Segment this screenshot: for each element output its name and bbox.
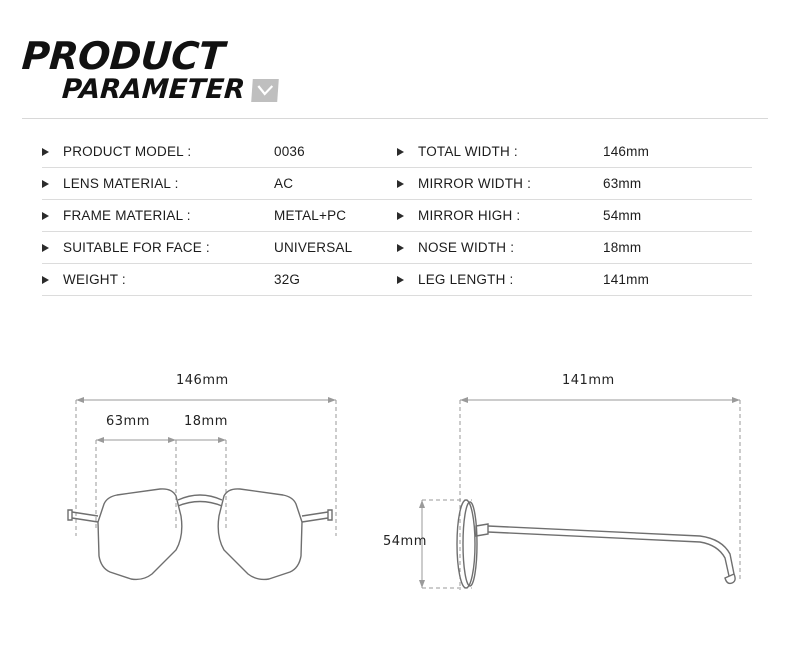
bullet-triangle-icon	[42, 276, 49, 284]
spec-label: WEIGHT :	[63, 272, 126, 287]
front-nose-width-label: 18mm	[184, 414, 228, 429]
spec-value: AC	[274, 176, 294, 191]
spec-value: 18mm	[603, 240, 642, 255]
spec-label: LENS MATERIAL :	[63, 176, 179, 191]
spec-value: 0036	[274, 144, 305, 159]
spec-value: METAL+PC	[274, 208, 347, 223]
spec-label: SUITABLE FOR FACE :	[63, 240, 210, 255]
table-row	[397, 232, 752, 264]
spec-value: 63mm	[603, 176, 642, 191]
title-sub-row	[62, 76, 282, 104]
bullet-triangle-icon	[397, 180, 404, 188]
header-divider	[22, 118, 768, 119]
bullet-triangle-icon	[42, 180, 49, 188]
specs-left-column	[42, 136, 397, 296]
table-row	[42, 264, 397, 296]
spec-value: UNIVERSAL	[274, 240, 353, 255]
spec-label: MIRROR WIDTH :	[418, 176, 532, 191]
side-mirror-high-label: 54mm	[383, 534, 427, 549]
spec-label: TOTAL WIDTH :	[418, 144, 518, 159]
bullet-triangle-icon	[42, 244, 49, 252]
spec-value: 32G	[274, 272, 301, 287]
bullet-triangle-icon	[42, 212, 49, 220]
spec-label: PRODUCT MODEL :	[63, 144, 192, 159]
table-row	[397, 264, 752, 296]
title-block	[20, 34, 282, 105]
bullet-triangle-icon	[397, 244, 404, 252]
bullet-triangle-icon	[397, 276, 404, 284]
table-row	[397, 200, 752, 232]
table-row	[397, 136, 752, 168]
bullet-triangle-icon	[397, 212, 404, 220]
front-total-width-label: 146mm	[176, 373, 229, 388]
spec-label: LEG LENGTH :	[418, 272, 514, 287]
spec-value: 54mm	[603, 208, 642, 223]
table-row	[42, 232, 397, 264]
side-leg-length-label: 141mm	[562, 373, 615, 388]
technical-drawings	[0, 340, 790, 640]
spec-label: NOSE WIDTH :	[418, 240, 515, 255]
specs-right-column	[397, 136, 752, 296]
table-row	[42, 168, 397, 200]
front-lens-width-label: 63mm	[106, 414, 150, 429]
spec-value: 141mm	[603, 272, 650, 287]
page-header	[0, 0, 790, 120]
table-row	[42, 136, 397, 168]
bullet-triangle-icon	[397, 148, 404, 156]
table-row	[42, 200, 397, 232]
table-row	[397, 168, 752, 200]
chevron-down-icon	[251, 79, 279, 102]
page-title: PRODUCT	[20, 34, 226, 78]
bullet-triangle-icon	[42, 148, 49, 156]
spec-label: MIRROR HIGH :	[418, 208, 521, 223]
spec-value: 146mm	[603, 144, 650, 159]
page-subtitle: PARAMETER	[60, 74, 246, 105]
specs-table	[42, 136, 752, 296]
spec-label: FRAME MATERIAL :	[63, 208, 191, 223]
